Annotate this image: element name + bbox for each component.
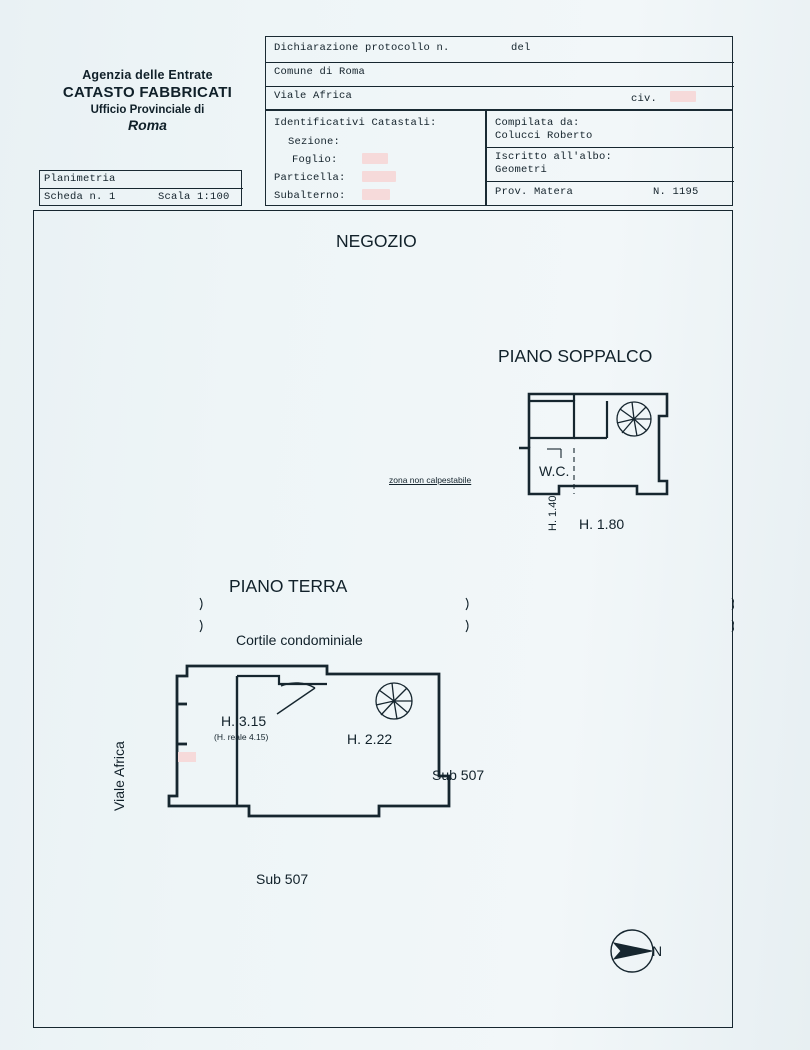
identificativi-box [265, 110, 486, 206]
planimetria-title: Planimetria [44, 173, 116, 185]
label-cortile-condominiale: Cortile condominiale [236, 632, 363, 648]
provincia-albo: Prov. Matera [495, 186, 574, 198]
compilata-label: Compilata da: [495, 117, 580, 129]
plan-separator-ticks [134, 596, 734, 636]
numero-albo: N. 1195 [653, 186, 699, 198]
compilata-name: Colucci Roberto [495, 130, 593, 142]
soppalco-floorplan [489, 386, 689, 586]
north-arrow-icon [604, 921, 674, 981]
label-zona-non-calpestabile: zona non calpestabile [389, 475, 472, 485]
label-piano-soppalco: PIANO SOPPALCO [498, 346, 653, 366]
planimetria-scheda: Scheda n. 1 [44, 191, 116, 203]
protocol-box [265, 36, 733, 110]
label-h-222: H. 2.22 [347, 731, 393, 747]
agency-line-3: Ufficio Provinciale di [90, 104, 205, 116]
protocol-divider-2 [266, 86, 734, 87]
indirizzo-value: Viale Africa [274, 90, 353, 102]
identificativi-title: Identificativi Catastali: [274, 117, 437, 129]
civico-redaction [670, 91, 696, 102]
planimetria-divider [40, 188, 243, 189]
piano-terra-floorplan [129, 656, 459, 876]
compilata-box [486, 110, 733, 206]
iscritto-value: Geometri [495, 164, 548, 176]
foglio-redaction [362, 153, 388, 164]
label-viale-africa: Viale Africa [111, 741, 127, 811]
subalterno-label: Subalterno: [274, 190, 346, 202]
subalterno-redaction [362, 189, 390, 200]
comune-value: Comune di Roma [274, 66, 366, 78]
label-h-180: H. 1.80 [579, 516, 625, 532]
compilata-divider-1 [487, 147, 734, 148]
label-sub-507-right: Sub 507 [432, 767, 485, 783]
label-north: N [652, 943, 663, 959]
label-piano-terra: PIANO TERRA [229, 576, 348, 596]
label-h-315: H. 3.15 [221, 713, 267, 729]
label-h-reale: (H. reale 4.15) [214, 732, 269, 742]
compilata-divider-2 [487, 181, 734, 182]
agency-line-2: CATASTO FABBRICATI [62, 84, 233, 101]
protocol-label: Dichiarazione protocollo n. [274, 42, 450, 54]
agency-office-city: Roma [128, 117, 167, 133]
civico-label: civ. [631, 93, 658, 105]
label-sub-507-bottom: Sub 507 [256, 871, 309, 887]
label-h-140: H. 1.40 [547, 495, 559, 531]
agency-block [40, 68, 255, 133]
particella-redaction [362, 171, 396, 182]
planimetria-box [39, 170, 242, 206]
sezione-label: Sezione: [288, 136, 341, 148]
protocol-del: del [511, 42, 531, 54]
particella-label: Particella: [274, 172, 346, 184]
protocol-divider-1 [266, 62, 734, 63]
drawing-title: NEGOZIO [336, 231, 417, 251]
foglio-label: Foglio: [292, 154, 338, 166]
agency-line-1: Agenzia delle Entrate [82, 68, 213, 82]
drawing-area [33, 210, 733, 1028]
label-wc: W.C. [539, 463, 570, 479]
iscritto-label: Iscritto all'albo: [495, 151, 613, 163]
planimetria-scala: Scala 1:100 [158, 191, 230, 203]
